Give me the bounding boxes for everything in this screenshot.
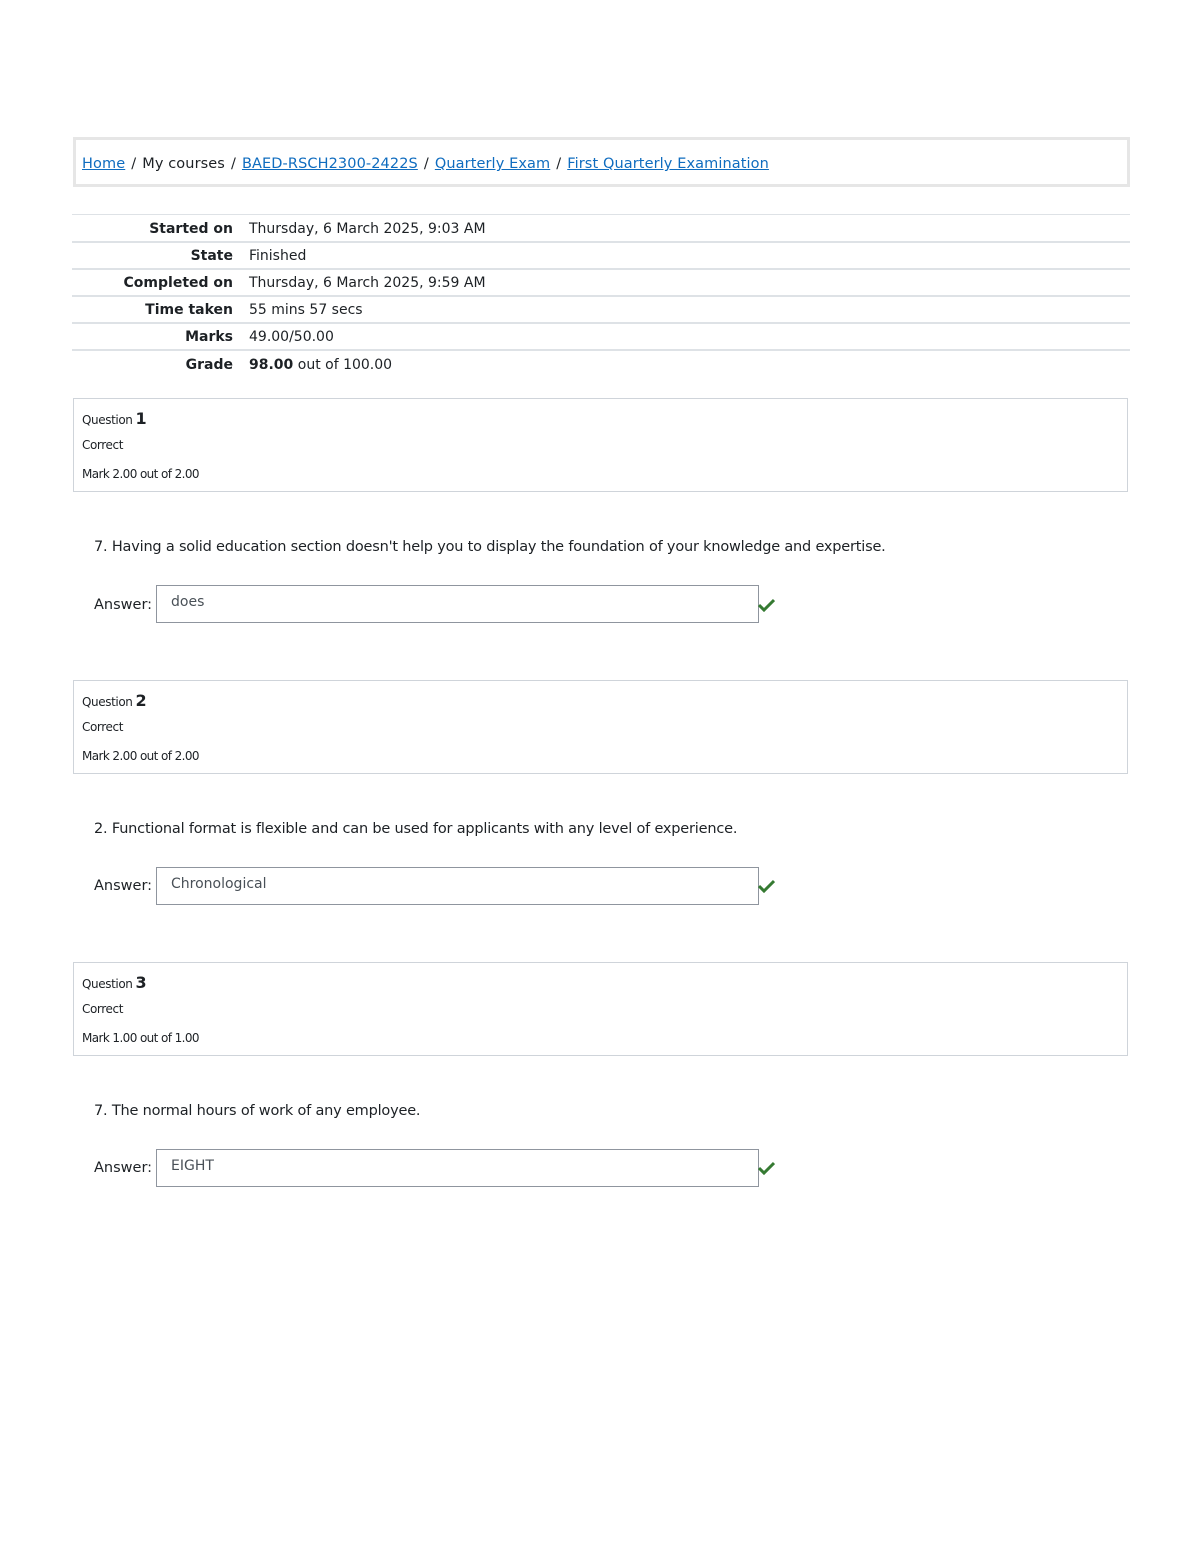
question-number-value: 1 — [135, 409, 147, 428]
question-mark: Mark 2.00 out of 2.00 — [82, 467, 199, 481]
question-prefix: Question — [82, 413, 133, 427]
completed-on-label: Completed on — [123, 275, 233, 291]
answer-field-1[interactable]: does — [156, 585, 759, 623]
question-mark: Mark 1.00 out of 1.00 — [82, 1031, 199, 1045]
breadcrumb-separator: / — [556, 156, 562, 172]
marks-value: 49.00/50.00 — [249, 329, 334, 345]
question-prefix: Question — [82, 977, 133, 991]
question-text-2: 2. Functional format is flexible and can be used for applicants with any level of experience. — [94, 821, 738, 837]
check-icon — [758, 879, 775, 893]
breadcrumb-separator: / — [230, 156, 236, 172]
state-value: Finished — [249, 248, 307, 264]
question-text-1: 7. Having a solid education section doesn't help you to display the foundation of your knowledge and expertise. — [94, 539, 886, 555]
breadcrumb — [82, 156, 769, 172]
question-number — [82, 973, 146, 992]
state-label: State — [190, 248, 233, 264]
summary-row-completed — [72, 269, 1130, 296]
question-info-1 — [73, 398, 1128, 492]
summary-row-state — [72, 242, 1130, 269]
breadcrumb-course-link[interactable]: BAED-RSCH2300-2422S — [241, 156, 418, 172]
summary-row-marks — [72, 323, 1130, 350]
answer-field-2[interactable]: Chronological — [156, 867, 759, 905]
breadcrumb-separator: / — [423, 156, 429, 172]
question-state: Correct — [82, 438, 123, 452]
breadcrumb-my-courses: My courses — [142, 156, 225, 172]
started-on-value: Thursday, 6 March 2025, 9:03 AM — [249, 220, 486, 237]
question-state: Correct — [82, 1002, 123, 1016]
summary-row-started — [72, 215, 1130, 242]
answer-label-3: Answer: — [94, 1160, 153, 1176]
check-icon — [758, 598, 775, 612]
question-prefix: Question — [82, 695, 133, 709]
question-number — [82, 409, 146, 428]
grade-out-of: out of 100.00 — [297, 356, 393, 373]
attempt-summary-table — [72, 214, 1130, 377]
check-icon — [758, 1161, 775, 1175]
question-mark: Mark 2.00 out of 2.00 — [82, 749, 199, 763]
answer-field-3[interactable]: EIGHT — [156, 1149, 759, 1187]
time-taken-label: Time taken — [145, 302, 233, 318]
completed-on-value: Thursday, 6 March 2025, 9:59 AM — [249, 275, 486, 291]
started-on-label: Started on — [149, 220, 233, 237]
grade-score: 98.00 — [249, 356, 294, 373]
question-number-value: 2 — [135, 691, 147, 710]
breadcrumb-home-link[interactable]: Home — [82, 156, 126, 172]
grade-label: Grade — [185, 356, 233, 373]
breadcrumb-quiz-link[interactable]: First Quarterly Examination — [567, 156, 769, 172]
answer-label-2: Answer: — [94, 878, 153, 894]
breadcrumb-container — [73, 137, 1130, 187]
question-state: Correct — [82, 720, 123, 734]
summary-row-grade — [72, 350, 1130, 377]
breadcrumb-separator: / — [131, 156, 137, 172]
time-taken-value: 55 mins 57 secs — [249, 302, 363, 318]
breadcrumb-section-link[interactable]: Quarterly Exam — [434, 156, 551, 172]
question-info-3 — [73, 962, 1128, 1056]
question-number-value: 3 — [135, 973, 147, 992]
question-text-3: 7. The normal hours of work of any employee. — [94, 1103, 421, 1119]
answer-label-1: Answer: — [94, 597, 153, 613]
question-info-2 — [73, 680, 1128, 774]
question-number — [82, 691, 146, 710]
grade-value — [249, 350, 1130, 377]
marks-label: Marks — [185, 329, 233, 345]
summary-row-time — [72, 296, 1130, 323]
